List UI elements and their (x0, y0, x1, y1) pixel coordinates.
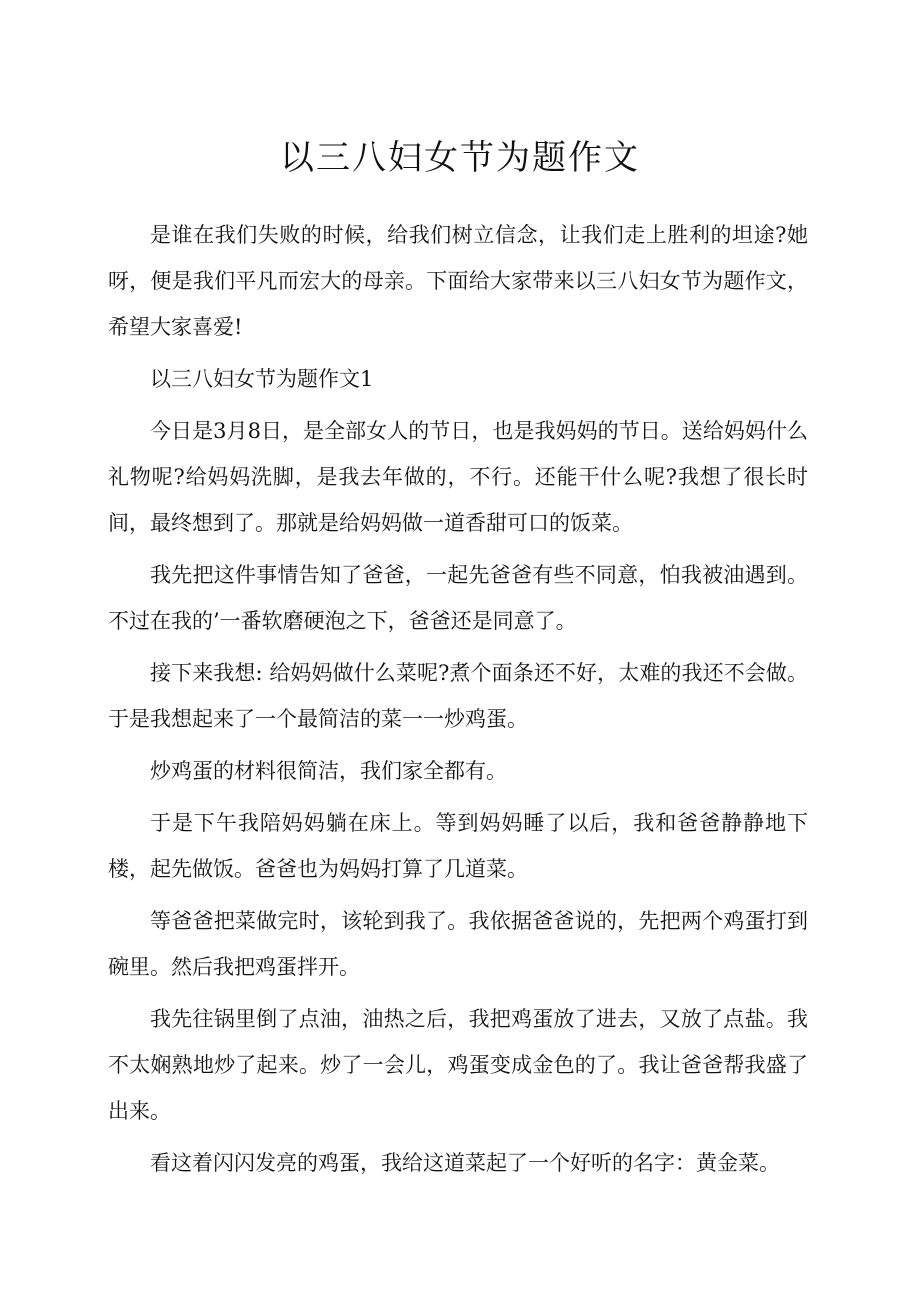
body-paragraph: 我先往锅里倒了点油，油热之后，我把鸡蛋放了进去，又放了点盐。我不太娴熟地炒了起来。炒了一会儿，鸡蛋变成金色的了。我让爸爸帮我盛了出来。 (108, 1007, 808, 1123)
body-paragraph: 炒鸡蛋的材料很简洁，我们家全都有。 (150, 759, 507, 783)
body-paragraph: 等爸爸把菜做完时，该轮到我了。我依据爸爸说的，先把两个鸡蛋打到碗里。然后我把鸡蛋拌开。 (108, 909, 808, 979)
intro-paragraph: 是谁在我们失败的时候，给我们树立信念，让我们走上胜利的坦途?她呀，便是我们平凡而宏大的母亲。下面给大家带来以三八妇女节为题作文，希望大家喜爱! (108, 223, 808, 339)
body-paragraph: 看这着闪闪发亮的鸡蛋，我给这道菜起了一个好听的名字：黄金菜。 (150, 1151, 780, 1175)
document-body (108, 212, 808, 1192)
body-paragraph: 于是下午我陪妈妈躺在床上。等到妈妈睡了以后，我和爸爸静静地下楼，起先做饭。爸爸也为妈妈打算了几道菜。 (108, 811, 808, 881)
section-heading: 以三八妇女节为题作文1 (150, 367, 374, 391)
body-paragraph: 今日是3月8日，是全部女人的节日，也是我妈妈的节日。送给妈妈什么礼物呢?给妈妈洗脚，是我去年做的，不行。还能干什么呢?我想了很长时间，最终想到了。那就是给妈妈做一道香甜可口的饭菜。 (108, 419, 808, 535)
body-paragraph: 我先把这件事情告知了爸爸，一起先爸爸有些不同意，怕我被油遇到。不过在我的’一番软磨硬泡之下，爸爸还是同意了。 (108, 563, 808, 633)
body-paragraph: 接下来我想: 给妈妈做什么菜呢?煮个面条还不好，太难的我还不会做。于是我想起来了一个最简洁的菜一一炒鸡蛋。 (108, 661, 808, 731)
document-title: 以三八妇女节为题作文 (280, 138, 640, 178)
